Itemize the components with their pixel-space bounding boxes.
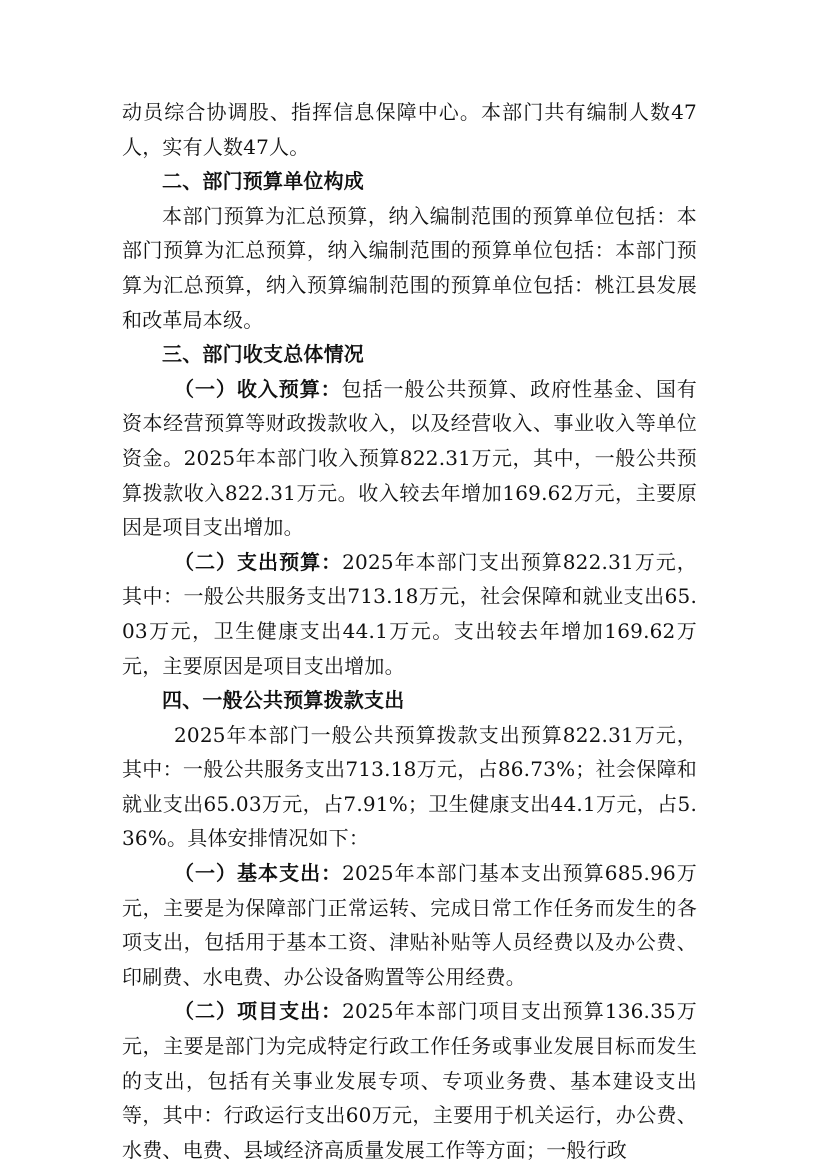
expense-budget-lead: （二）支出预算： [174,549,343,574]
paragraph-staffing: 动员综合协调股、指挥信息保障中心。本部门共有编制人数47 人，实有人数47人。 [122,100,697,159]
basic-expense-text: 2025年本部门基本支出预算685.96万元，主要是为保障部门正常运转、完成日常工作任务而发生的各项支出，包括用于基本工资、津贴补贴等人员经费以及办公费、印刷费、水电费、办公设备购置等公用经费。 [122,861,697,989]
paragraph-expense-budget [122,545,697,683]
section-heading-2: 二、部门预算单位构成 [162,169,364,194]
paragraph-income-budget [122,372,697,545]
project-expense-lead: （二）项目支出： [174,999,343,1024]
income-budget-lead: （一）收入预算： [174,376,342,401]
document-body [122,95,697,1167]
section-heading-3: 三、部门收支总体情况 [162,342,364,367]
paragraph-basic-expense [122,856,697,994]
project-expense-text: 2025年本部门项目支出预算136.35万元，主要是部门为完成特定行政工作任务或事业发展目标而发生的支出，包括有关事业发展专项、专项业务费、基本建设支出等，其中：行政运行支出60万元，主要用于机关运行，办公费、水费、电费、县域经济高质量发展工作等方面；一般行政 [122,999,697,1162]
paragraph-general-budget-expense: 2025年本部门一般公共预算拨款支出预算822.31万元，其中：一般公共服务支出713.18万元，占86.73%；社会保障和就业支出65.03万元，占7.91%；卫生健康支出44.1万元，占5.36%。具体安排情况如下： [122,722,697,851]
expense-budget-text: 2025年本部门支出预算822.31万元，其中：一般公共服务支出713.18万元，社会保障和就业支出65.03万元，卫生健康支出44.1万元。支出较去年增加169.62万元，主要原因是项目支出增加。 [122,549,697,678]
basic-expense-lead: （一）基本支出： [174,861,343,886]
paragraph-project-expense [122,994,697,1167]
income-budget-text: 包括一般公共预算、政府性基金、国有资本经营预算等财政拨款收入，以及经营收入、事业收入等单位资金。2025年本部门收入预算822.31万元，其中，一般公共预算拨款收入822.31万元。收入较去年增加169.62万元，主要原因是项目支出增加。 [122,376,697,540]
section-heading-4: 四、一般公共预算拨款支出 [162,688,405,713]
paragraph-budget-units: 本部门预算为汇总预算，纳入编制范围的预算单位包括：本部门预算为汇总预算，纳入编制范围的预算单位包括：本部门预算为汇总预算，纳入预算编制范围的预算单位包括：桃江县发展和改革局本级。 [122,203,697,332]
